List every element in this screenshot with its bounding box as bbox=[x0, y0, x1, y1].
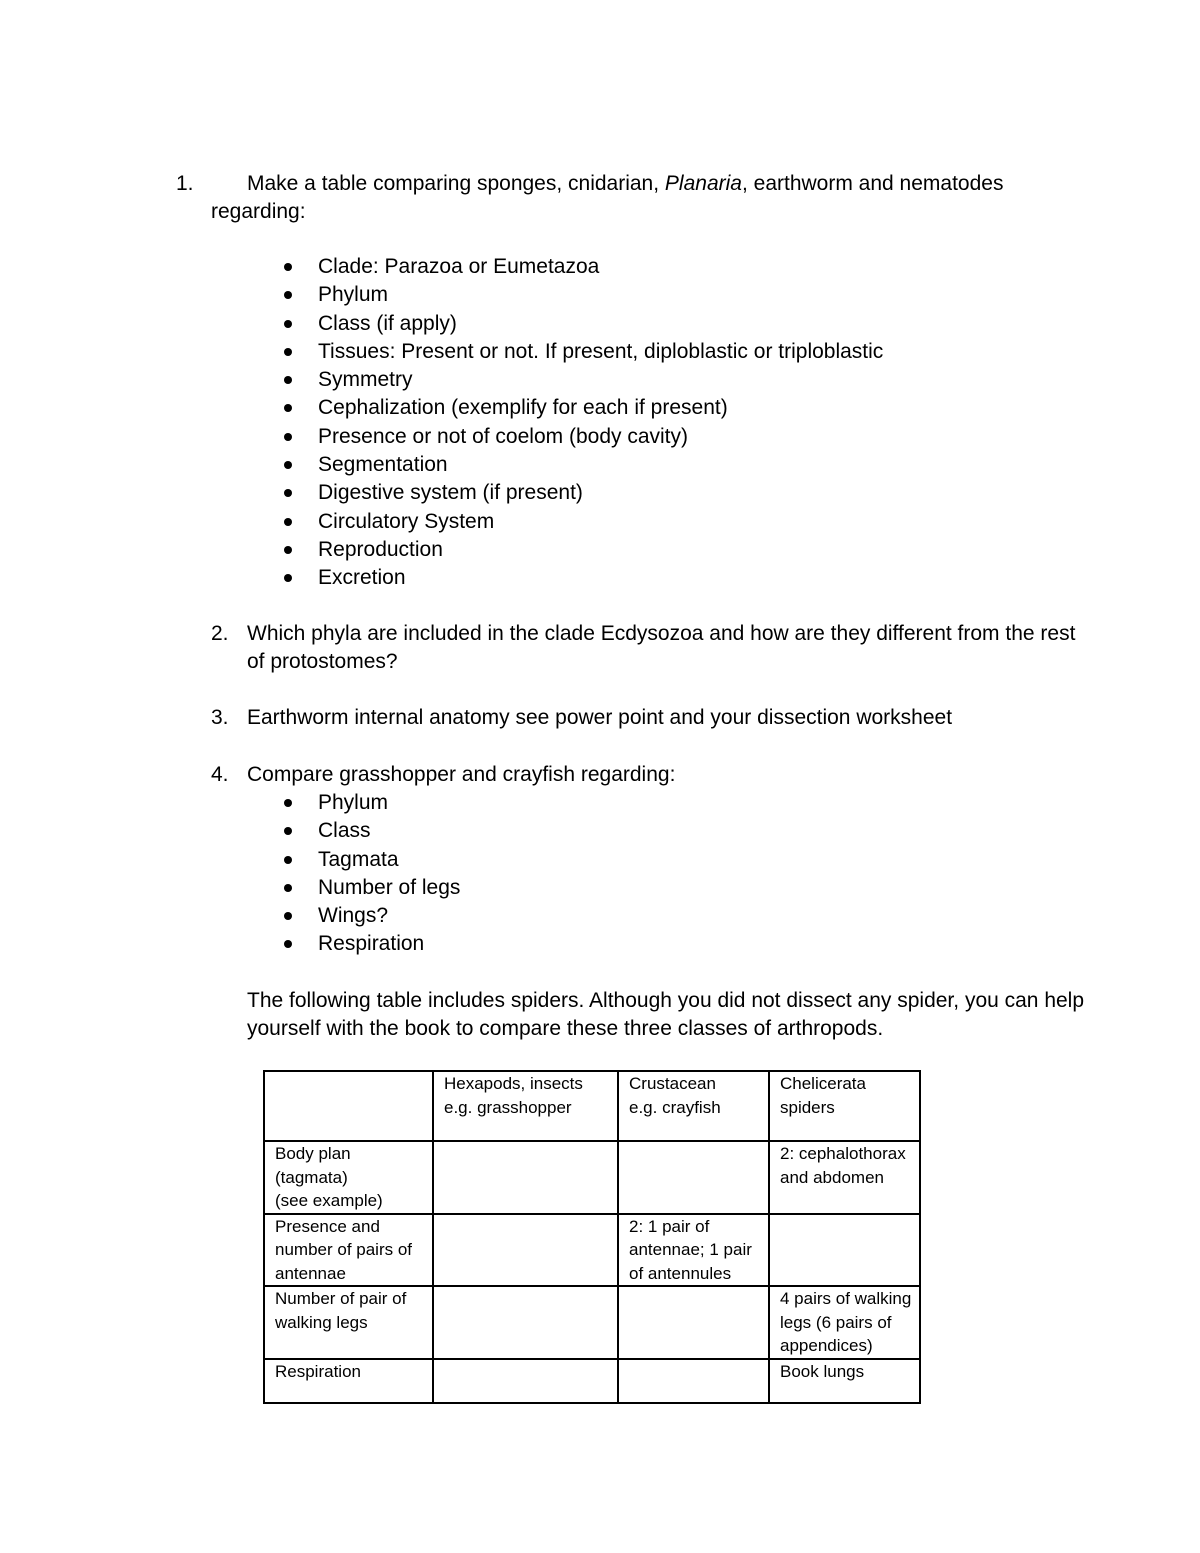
table-row bbox=[264, 1359, 920, 1403]
bullet-text: Number of legs bbox=[318, 875, 461, 899]
table-cell bbox=[618, 1214, 769, 1287]
bullet-dot-icon bbox=[284, 827, 292, 835]
cell-line: Book lungs bbox=[780, 1361, 865, 1381]
cell-line: walking legs bbox=[275, 1312, 368, 1332]
bullet-dot-icon bbox=[284, 320, 292, 328]
question-1-text bbox=[247, 170, 1003, 198]
table-header-cell bbox=[433, 1071, 618, 1141]
question-3-number: 3. bbox=[211, 706, 229, 729]
table-header-row bbox=[264, 1071, 920, 1141]
table-header-cell-empty bbox=[264, 1071, 433, 1141]
table-cell bbox=[433, 1359, 618, 1403]
cell-line: (see example) bbox=[275, 1191, 383, 1210]
question-3-text: Earthworm internal anatomy see power point and your dissection worksheet bbox=[247, 706, 953, 729]
bullet-dot-icon bbox=[284, 461, 292, 469]
cell-line: 4 pairs of walking bbox=[780, 1289, 912, 1308]
question-2-text-continued: of protostomes? bbox=[247, 650, 398, 673]
bullet-text: Wings? bbox=[318, 904, 389, 928]
question-2-text: Which phyla are included in the clade Ecdysozoa and how are they different from the rest bbox=[247, 622, 1076, 645]
cell-line: number of pairs of bbox=[275, 1240, 413, 1259]
bullet-dot-icon bbox=[284, 546, 292, 554]
table-cell bbox=[769, 1286, 920, 1359]
bullet-dot-icon bbox=[284, 799, 292, 807]
bullet-text: Tissues: Present or not. If present, diploblastic or triploblastic bbox=[318, 339, 884, 363]
bullet-item bbox=[282, 902, 460, 930]
bullet-item bbox=[282, 394, 883, 422]
cell-line: and abdomen bbox=[780, 1167, 884, 1187]
bullet-item bbox=[282, 508, 883, 536]
bullet-dot-icon bbox=[284, 940, 292, 948]
cell-line: legs (6 pairs of bbox=[780, 1312, 892, 1332]
bullet-text: Digestive system (if present) bbox=[318, 481, 583, 505]
question-1-text-part: Make a table comparing sponges, cnidarian, bbox=[247, 172, 665, 195]
bullet-text: Excretion bbox=[318, 566, 406, 590]
table-intro-paragraph: The following table includes spiders. Although you did not dissect any spider, you can help bbox=[247, 989, 1085, 1012]
bullet-text: Reproduction bbox=[318, 537, 443, 561]
bullet-item bbox=[282, 874, 460, 902]
bullet-item bbox=[282, 281, 883, 309]
bullet-item bbox=[282, 253, 883, 281]
question-1-number: 1. bbox=[176, 172, 194, 195]
question-1-text-continued: regarding: bbox=[211, 200, 306, 223]
question-1-italic-term: Planaria bbox=[664, 172, 742, 195]
bullet-text: Class bbox=[318, 819, 371, 843]
cell-line: Body plan (tagmata) bbox=[275, 1144, 351, 1187]
bullet-item bbox=[282, 479, 883, 507]
bullet-dot-icon bbox=[284, 489, 292, 497]
bullet-dot-icon bbox=[284, 291, 292, 299]
table-row-label bbox=[264, 1286, 433, 1359]
table-row-label bbox=[264, 1214, 433, 1287]
bullet-dot-icon bbox=[284, 404, 292, 412]
bullet-item bbox=[282, 930, 460, 958]
bullet-item bbox=[282, 846, 460, 874]
bullet-item bbox=[282, 310, 883, 338]
table-intro-paragraph-continued: yourself with the book to compare these three classes of arthropods. bbox=[247, 1017, 884, 1040]
bullet-dot-icon bbox=[284, 433, 292, 441]
table-cell bbox=[769, 1141, 920, 1214]
table-cell bbox=[433, 1214, 618, 1287]
cell-line: e.g. grasshopper bbox=[444, 1097, 572, 1117]
question-2-number: 2. bbox=[211, 622, 229, 645]
cell-line: Chelicerata bbox=[780, 1074, 866, 1093]
bullet-text: Circulatory System bbox=[318, 509, 495, 533]
table-cell bbox=[769, 1359, 920, 1403]
cell-line: appendices) bbox=[780, 1336, 873, 1355]
bullet-item bbox=[282, 451, 883, 479]
bullet-text: Segmentation bbox=[318, 453, 448, 477]
cell-line: Number of pair of bbox=[275, 1289, 407, 1308]
bullet-text: Cephalization (exemplify for each if present) bbox=[318, 396, 728, 420]
bullet-text: Phylum bbox=[318, 791, 389, 814]
bullet-item bbox=[282, 564, 883, 592]
question-4-bullet-list bbox=[282, 789, 460, 959]
arthropod-comparison-table bbox=[263, 1070, 921, 1404]
bullet-item bbox=[282, 789, 460, 817]
table-cell bbox=[433, 1286, 618, 1359]
table-cell bbox=[618, 1286, 769, 1359]
cell-line: Respiration bbox=[275, 1361, 361, 1381]
bullet-item bbox=[282, 366, 883, 394]
question-4-number: 4. bbox=[211, 763, 229, 786]
cell-line: e.g. crayfish bbox=[629, 1097, 721, 1117]
cell-line: Hexapods, insects bbox=[444, 1074, 583, 1093]
bullet-dot-icon bbox=[284, 348, 292, 356]
cell-line: Presence and bbox=[275, 1216, 380, 1236]
bullet-dot-icon bbox=[284, 856, 292, 864]
cell-line: 2: 1 pair of bbox=[629, 1216, 710, 1236]
bullet-dot-icon bbox=[284, 574, 292, 582]
bullet-dot-icon bbox=[284, 376, 292, 384]
question-1-text-part: , earthworm and nematodes bbox=[741, 172, 1004, 195]
table-header-cell bbox=[618, 1071, 769, 1141]
table-row-label bbox=[264, 1141, 433, 1214]
bullet-text: Presence or not of coelom (body cavity) bbox=[318, 424, 689, 448]
bullet-item bbox=[282, 536, 883, 564]
table-cell bbox=[618, 1359, 769, 1403]
question-1-bullet-list bbox=[282, 253, 883, 593]
cell-line: of antennules bbox=[629, 1263, 732, 1283]
cell-line: antennae bbox=[275, 1263, 346, 1283]
question-4-text: Compare grasshopper and crayfish regarding: bbox=[247, 763, 676, 786]
table-row bbox=[264, 1214, 920, 1287]
table-row bbox=[264, 1286, 920, 1359]
bullet-text: Class (if apply) bbox=[318, 311, 457, 335]
cell-line: antennae; 1 pair bbox=[629, 1240, 752, 1259]
bullet-dot-icon bbox=[284, 263, 292, 271]
table-row bbox=[264, 1141, 920, 1214]
bullet-item bbox=[282, 338, 883, 366]
bullet-item bbox=[282, 817, 460, 845]
bullet-item bbox=[282, 423, 883, 451]
bullet-dot-icon bbox=[284, 518, 292, 526]
cell-line: spiders bbox=[780, 1097, 835, 1117]
bullet-text: Tagmata bbox=[318, 847, 399, 871]
cell-line: Crustacean bbox=[629, 1074, 716, 1093]
bullet-text: Phylum bbox=[318, 283, 389, 307]
bullet-dot-icon bbox=[284, 912, 292, 920]
cell-line: 2: cephalothorax bbox=[780, 1144, 906, 1163]
table-cell bbox=[769, 1214, 920, 1287]
table-cell bbox=[618, 1141, 769, 1214]
table-row-label bbox=[264, 1359, 433, 1403]
bullet-text: Respiration bbox=[318, 932, 425, 956]
bullet-text: Symmetry bbox=[318, 368, 413, 392]
bullet-text: Clade: Parazoa or Eumetazoa bbox=[318, 255, 600, 278]
table-header-cell bbox=[769, 1071, 920, 1141]
table-cell bbox=[433, 1141, 618, 1214]
bullet-dot-icon bbox=[284, 884, 292, 892]
